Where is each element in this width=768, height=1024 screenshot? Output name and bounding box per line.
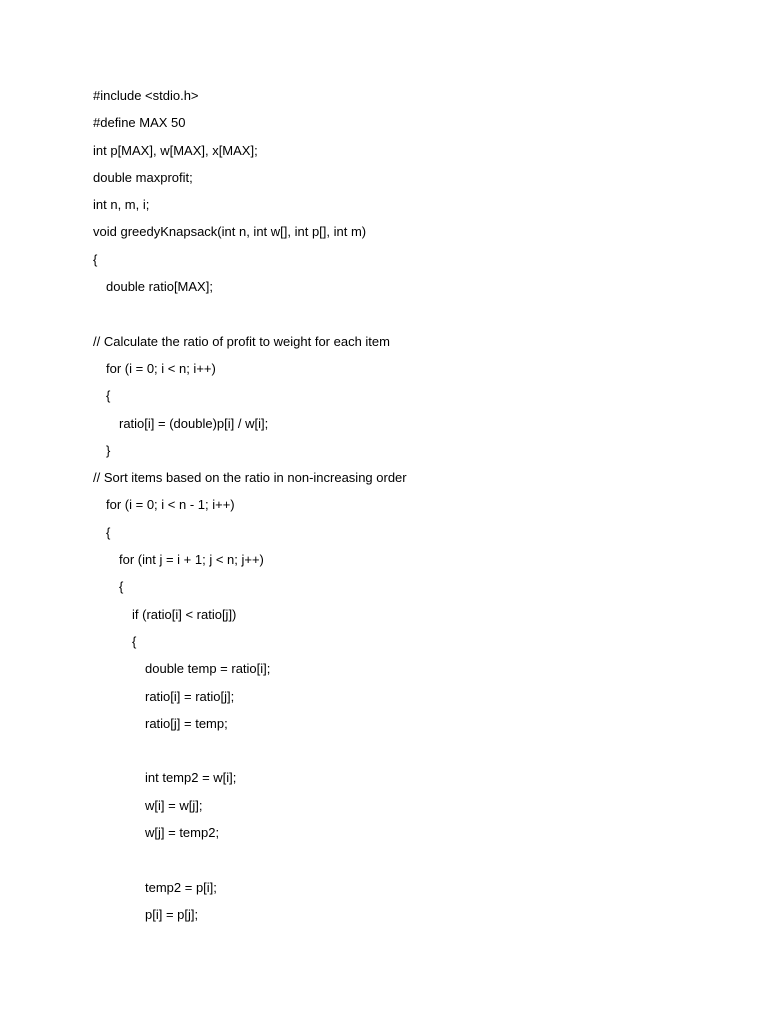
code-line: #define MAX 50 xyxy=(93,115,186,131)
code-line: } xyxy=(106,442,111,458)
code-line: double maxprofit; xyxy=(93,169,193,185)
blank-line xyxy=(93,303,733,330)
code-line: for (i = 0; i < n; i++) xyxy=(106,360,216,376)
code-line: if (ratio[i] < ratio[j]) xyxy=(132,606,237,622)
code-line: #include <stdio.h> xyxy=(93,88,199,103)
code-line: w[i] = w[j]; xyxy=(145,797,203,813)
code-line: void greedyKnapsack(int n, int w[], int p[], int m) xyxy=(93,224,367,240)
code-line: int temp2 = w[i]; xyxy=(145,770,237,786)
code-comment: // Calculate the ratio of profit to weight for each item xyxy=(93,333,390,349)
code-line: w[j] = temp2; xyxy=(145,825,220,841)
blank-line xyxy=(93,849,733,876)
code-line: { xyxy=(106,524,111,540)
code-comment: // Sort items based on the ratio in non-increasing order xyxy=(93,470,407,486)
code-line: double ratio[MAX]; xyxy=(106,279,213,295)
code-line: for (int j = i + 1; j < n; j++) xyxy=(119,552,264,568)
code-line: temp2 = p[i]; xyxy=(145,879,217,895)
code-line: int p[MAX], w[MAX], x[MAX]; xyxy=(93,142,258,158)
code-line: int n, m, i; xyxy=(93,197,150,213)
code-line: { xyxy=(106,388,111,404)
code-line: ratio[j] = temp; xyxy=(145,715,228,731)
code-line: { xyxy=(119,579,124,595)
code-line: p[i] = p[j]; xyxy=(145,906,199,922)
code-line: { xyxy=(132,633,137,649)
blank-line xyxy=(93,740,733,767)
code-line: ratio[i] = ratio[j]; xyxy=(145,688,235,704)
code-line: ratio[i] = (double)p[i] / w[i]; xyxy=(119,415,269,431)
code-block xyxy=(93,85,733,931)
code-line: for (i = 0; i < n - 1; i++) xyxy=(106,497,235,513)
code-line: double temp = ratio[i]; xyxy=(145,661,271,677)
code-line: { xyxy=(93,251,98,267)
